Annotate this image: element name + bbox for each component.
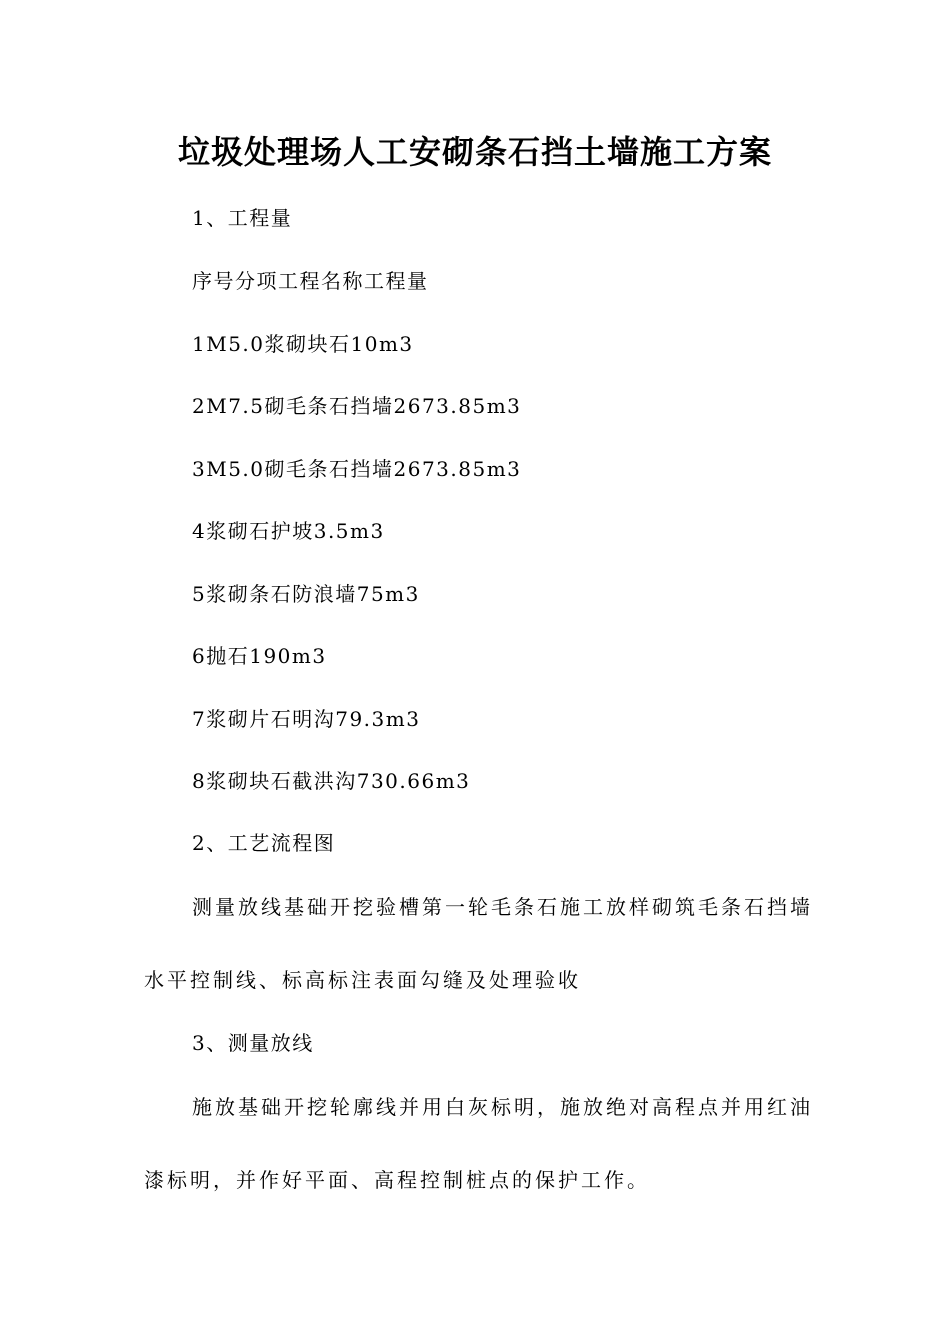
quantity-row: 3M5.0砌毛条石挡墙2673.85m3 [192,457,522,481]
section-heading-process-flow: 2、工艺流程图 [192,831,336,855]
survey-paragraph-line: 漆标明，并作好平面、高程控制桩点的保护工作。 [144,1168,650,1192]
quantity-row: 2M7.5砌毛条石挡墙2673.85m3 [192,394,522,418]
survey-paragraph-line: 施放基础开挖轮廓线并用白灰标明，施放绝对高程点并用红油 [192,1095,813,1119]
quantity-row: 8浆砌块石截洪沟730.66m3 [192,769,471,793]
quantity-row: 4浆砌石护坡3.5m3 [192,519,385,543]
section-heading-quantities: 1、工程量 [192,206,293,230]
section-heading-survey: 3、测量放线 [192,1031,314,1055]
quantity-row: 6抛石190m3 [192,644,327,668]
quantity-row: 5浆砌条石防浪墙75m3 [192,582,420,606]
quantity-row: 7浆砌片石明沟79.3m3 [192,707,421,731]
document-title: 垃圾处理场人工安砌条石挡土墙施工方案 [177,133,772,171]
quantity-row: 1M5.0浆砌块石10m3 [192,332,414,356]
process-flow-paragraph-line: 测量放线基础开挖验槽第一轮毛条石施工放样砌筑毛条石挡墙 [192,895,813,919]
quantity-table-header: 序号分项工程名称工程量 [192,269,429,293]
process-flow-paragraph-line: 水平控制线、标高标注表面勾缝及处理验收 [144,968,581,992]
